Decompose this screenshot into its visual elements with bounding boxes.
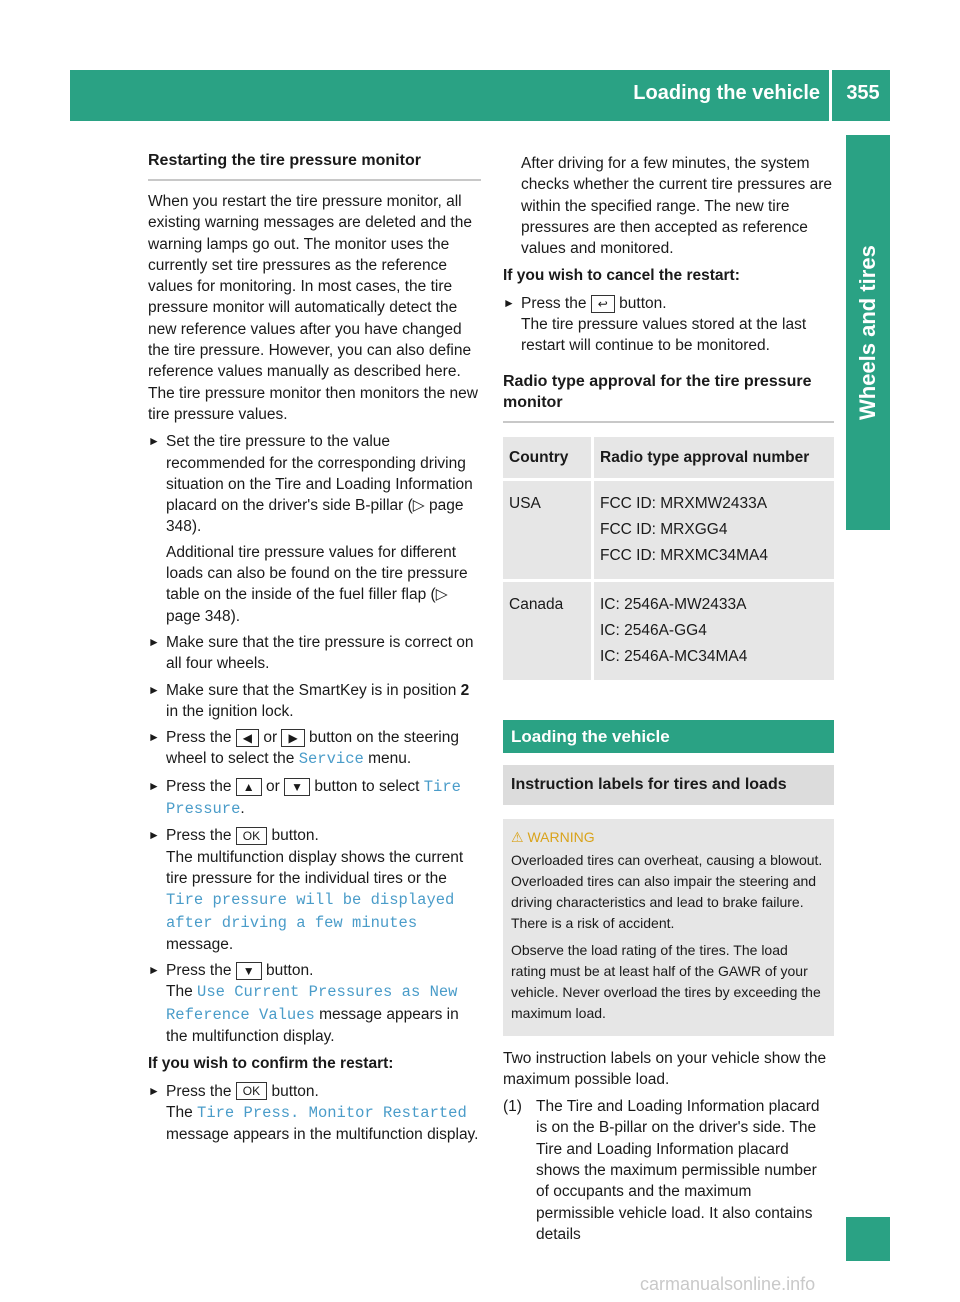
table-header-row: [503, 437, 834, 480]
step-cancel-back: [503, 293, 834, 357]
display-menu-text: Tire Pressure: [166, 777, 461, 819]
up-arrow-key-icon: ▲: [236, 778, 262, 796]
step-text: Make sure that the SmartKey is in position: [166, 681, 457, 699]
display-message-text: Tire pressure will be displayed after driving a few minutes: [166, 891, 455, 932]
intro-paragraph: When you restart the tire pressure monitor, all existing warning messages are deleted and the warning lamps go out. The monitor uses the currently set tire pressures as the reference values for monitoring. In most cases, the tire pressure monitor will automatically detect the new reference values after you have changed the tire pressure. However, you can also define reference values manually as described here. The tire pressure monitor then monitors the new tire pressure values.: [148, 193, 478, 423]
side-marker: [846, 1217, 890, 1261]
step-arrow-icon: ►: [148, 1083, 160, 1098]
country-cell: Canada: [503, 580, 593, 680]
step-arrow-icon: ►: [148, 963, 160, 978]
table-row: [503, 580, 834, 680]
step-text: message.: [166, 935, 234, 953]
step-text: The: [166, 1103, 193, 1121]
ok-key-icon: OK: [236, 1082, 267, 1100]
approval-cell: [593, 479, 835, 580]
step-press-ok: [148, 825, 481, 955]
step-text: Press the: [166, 962, 232, 980]
cancel-heading: If you wish to cancel the restart:: [503, 267, 740, 285]
step-text: The multifunction display shows the current tire pressure for the individual tires or the: [166, 848, 464, 887]
key-position: 2: [460, 681, 470, 699]
step-press-down: [148, 960, 481, 1047]
warning-box: [503, 819, 834, 1036]
column-header-approval: Radio type approval number: [593, 437, 835, 480]
step-text: in the ignition lock.: [166, 702, 294, 720]
step-text: message appears in the multifunction display.: [166, 1126, 479, 1144]
approval-id: FCC ID: MRXMC34MA4: [600, 546, 768, 564]
table-row: [503, 479, 834, 580]
header-title: Loading the vehicle: [633, 82, 820, 104]
step-arrow-icon: ►: [148, 434, 160, 449]
step-arrow-icon: ►: [148, 682, 160, 697]
step-text: Press the: [166, 827, 232, 845]
warning-text: Overloaded tires can overheat, causing a blowout. Overloaded tires can also impair the steering and driving characteristics and lead to brake failure. There is a risk of accident.: [511, 851, 823, 931]
list-item-number: (1): [503, 1098, 522, 1116]
step-smartkey: [148, 680, 481, 723]
warning-text: Observe the load rating of the tires. The load rating must be at least half of the GAWR of your vehicle. Never overload the tires by exceeding the maximum load.: [511, 941, 821, 1021]
warning-triangle-icon: ⚠: [511, 828, 524, 845]
labels-paragraph: Two instruction labels on your vehicle show the maximum possible load.: [503, 1049, 827, 1088]
step-text: Make sure that the tire pressure is correct on all four wheels.: [166, 633, 474, 673]
step-text: button.: [271, 827, 319, 845]
display-message-text: Tire Press. Monitor Restarted: [197, 1103, 467, 1122]
step-text: button.: [619, 294, 667, 312]
right-column: [503, 153, 834, 1245]
step-text: message appears in the multifunction display.: [166, 1005, 459, 1045]
step-text: Press the: [521, 294, 587, 312]
list-item-text: The Tire and Loading Information placard is on the B-pillar on the driver's side. The Tire and Loading Information placard shows the maximum permissible number of occupants and the maximum permissible vehicle load. It also contains details: [536, 1098, 820, 1243]
step-text: menu.: [368, 750, 412, 768]
watermark: carmanualsonline.info: [640, 1274, 816, 1294]
step-text: Press the: [166, 1082, 232, 1100]
step-text: .: [240, 800, 245, 818]
step-text: button on the steering wheel to select the: [166, 729, 459, 768]
display-menu-text: Service: [298, 750, 364, 769]
step-confirm-ok: [148, 1081, 481, 1146]
ok-key-icon: OK: [236, 827, 267, 845]
radio-approval-table: [503, 437, 834, 680]
step-result: [166, 981, 481, 1047]
step-arrow-icon: ►: [503, 295, 515, 310]
down-arrow-key-icon: ▼: [284, 778, 310, 796]
left-arrow-key-icon: ◀: [236, 729, 259, 747]
step-select-service: [148, 727, 481, 771]
step-text: Press the: [166, 729, 232, 747]
step-note: Additional tire pressure values for different loads can also be found on the tire pressure table on the inside of the fuel filler flap (▷ page 348).: [166, 543, 468, 625]
down-arrow-key-icon: ▼: [236, 962, 262, 980]
radio-approval-heading: Radio type approval for the tire pressure monitor: [503, 372, 812, 411]
back-key-icon: ↩: [591, 295, 615, 313]
confirm-heading: If you wish to confirm the restart:: [148, 1055, 394, 1073]
side-tab-label: Wheels and tires: [855, 245, 880, 420]
step-check-wheels: [148, 632, 481, 675]
step-result: The tire pressure values stored at the last restart will continue to be monitored.: [521, 316, 807, 355]
step-text: The: [166, 983, 193, 1001]
warning-header: [511, 827, 826, 848]
country-cell: USA: [503, 479, 593, 580]
column-header-country: Country: [503, 437, 593, 480]
step-arrow-icon: ►: [148, 634, 160, 649]
list-item: [503, 1096, 834, 1245]
step-result: [166, 847, 481, 955]
page-number: 355: [846, 82, 880, 104]
step-result: [166, 1102, 481, 1146]
step-text: button.: [271, 1082, 319, 1100]
approval-id: IC: 2546A-GG4: [600, 621, 707, 639]
header-separator: [829, 70, 832, 121]
step-select-tire-pressure: [148, 776, 481, 821]
step-arrow-icon: ►: [148, 828, 160, 843]
heading-rule: [148, 179, 481, 181]
step-text: or: [266, 777, 280, 795]
right-arrow-key-icon: ▶: [281, 729, 304, 747]
section-heading-restart: Restarting the tire pressure monitor: [148, 152, 421, 169]
subsection-title-labels: Instruction labels for tires and loads: [503, 765, 834, 804]
step-arrow-icon: ►: [148, 730, 160, 745]
approval-id: FCC ID: MRXMW2433A: [600, 494, 768, 512]
step-text: Press the: [166, 777, 232, 795]
step-set-pressure: [148, 431, 481, 627]
restart-result-paragraph: After driving for a few minutes, the system checks whether the current tire pressures are within the specified range. The new tire pressures are then accepted as reference values and monitored.: [521, 155, 832, 258]
approval-id: IC: 2546A-MC34MA4: [600, 647, 748, 665]
step-arrow-icon: ►: [148, 778, 160, 793]
left-column: [148, 150, 481, 1150]
warning-label: WARNING: [527, 828, 595, 845]
display-message-text: Use Current Pressures as New Reference Values: [166, 983, 458, 1024]
approval-id: IC: 2546A-MW2433A: [600, 595, 747, 613]
step-text: Set the tire pressure to the value recommended for the corresponding driving situation on the Tire and Loading Information placard on the driver's side B-pillar (▷ page 348).: [166, 433, 473, 536]
step-text: or: [263, 729, 278, 747]
section-title-loading: Loading the vehicle: [503, 720, 834, 753]
step-text: button.: [266, 962, 314, 980]
approval-id: FCC ID: MRXGG4: [600, 520, 728, 538]
step-text: button to select: [314, 777, 420, 795]
heading-rule: [503, 421, 834, 423]
approval-cell: [593, 580, 835, 680]
